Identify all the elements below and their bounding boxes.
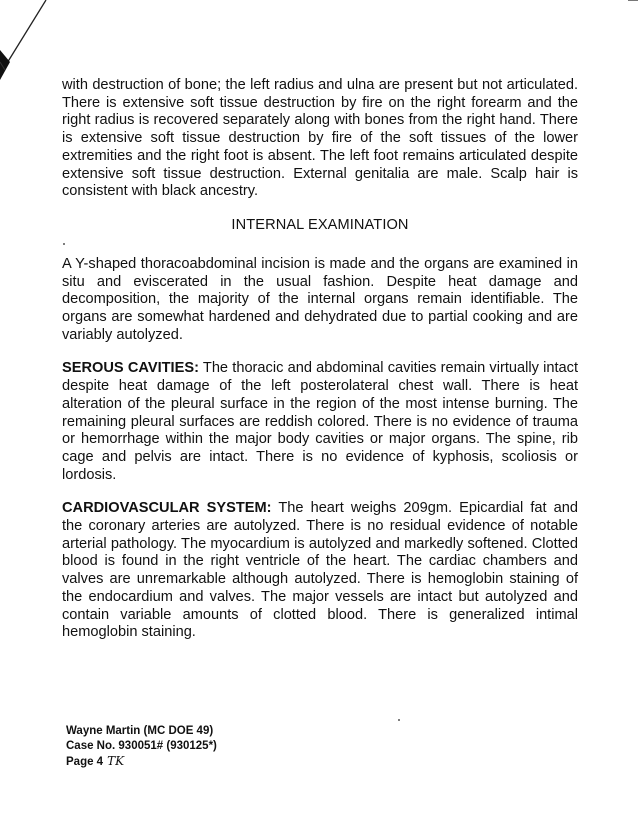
document-body bbox=[62, 77, 578, 642]
paragraph-internal-intro: A Y-shaped thoracoabdominal incision is made and the organs are examined in situ and eviscerated in the usual fashion. Despite heat damage and decomposition, the majority of the internal organs remain identifiable. The organs are somewhat hardened and dehydrated due to partial cooking and are variably autolyzed. bbox=[62, 255, 578, 343]
section-heading-internal-examination: INTERNAL EXAMINATION bbox=[231, 216, 409, 233]
paragraph-serous-cavities bbox=[62, 360, 578, 484]
paragraph-external-continued: with destruction of bone; the left radius and ulna are present but not articulated. There is extensive soft tissue destruction by fire on the right forearm and the right radius is recovered separately along with bones from the right hand. There is extensive soft tissue destruction by fire of the soft tissues of the lower extremities and the right foot is absent. The left foot remains articulated despite extensive soft tissue destruction. External genitalia are male. Scalp hair is consistent with black ancestry. bbox=[62, 77, 578, 200]
footer-page-line bbox=[66, 754, 217, 770]
handwritten-initials: TK bbox=[107, 753, 125, 768]
page-corner-mark bbox=[0, 0, 60, 90]
footer-case-number: Case No. 930051# (930125*) bbox=[66, 739, 217, 752]
serous-cavities-label: SEROUS CAVITIES: bbox=[62, 360, 199, 377]
page-footer bbox=[66, 724, 217, 769]
scan-speck bbox=[398, 719, 400, 721]
footer-page-number: Page 4 bbox=[66, 755, 104, 768]
cardiovascular-label: CARDIOVASCULAR SYSTEM: bbox=[62, 500, 272, 517]
scan-speck bbox=[63, 243, 65, 245]
cardiovascular-text: The heart weighs 209gm. Epicardial fat and the coronary arteries are autolyzed. There is no residual evidence of notable arterial pathology. The myocardium is autolyzed and markedly softened. Clotted blood is found in the right ventricle of the heart. The cardiac chambers and valves are unremarkable although autolyzed. There is hemoglobin staining of the endocardium and valves. The major vessels are intact but autolyzed and contain variable amounts of clotted blood. There is generalized intimal hemoglobin staining. bbox=[62, 500, 579, 641]
serous-cavities-text: The thoracic and abdominal cavities remain virtually intact despite heat damage of the left posterolateral chest wall. There is heat alteration of the pleural surface in the region of the most intense burning. The remaining pleural surfaces are reddish colored. There is no evidence of trauma or hemorrhage within the major body cavities or major organs. The spine, rib cage and pelvis are intact. There is no evidence of kyphosis, scoliosis or lordosis. bbox=[62, 360, 578, 483]
footer-decedent-name: Wayne Martin (MC DOE 49) bbox=[66, 725, 214, 737]
paragraph-cardiovascular-system bbox=[62, 500, 578, 642]
edge-mark bbox=[628, 0, 638, 1]
